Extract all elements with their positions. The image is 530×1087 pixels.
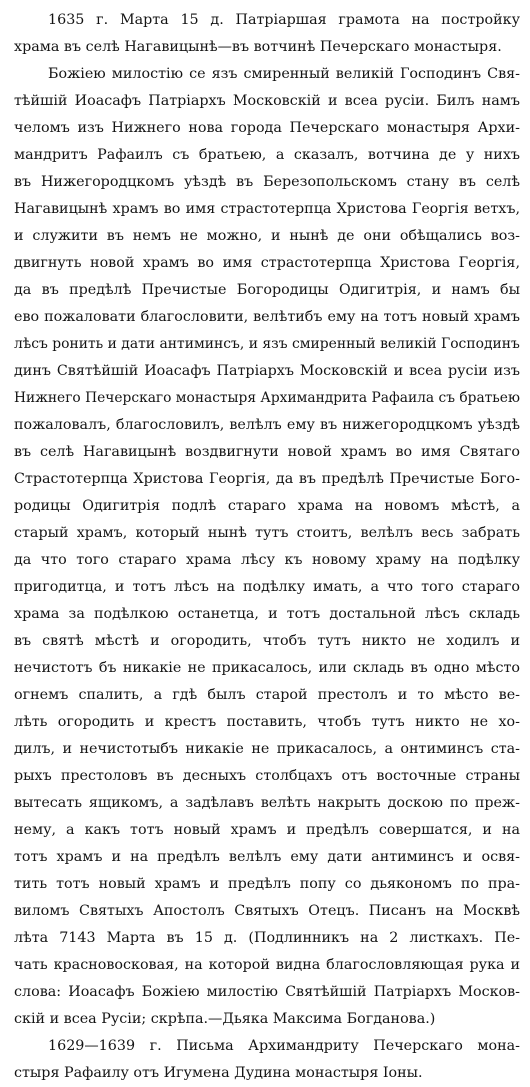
text-line: виломъ Святыхъ Апостолъ Святыхъ Отецъ. Писанъ на Москвѣ xyxy=(14,903,520,919)
text-line: Нижнего Печерскаго монастыря Архимандрита Рафаила съ братьею xyxy=(14,390,520,406)
text-line: двигнуть новой храмъ во имя страстотерпца Христова Георгія, xyxy=(14,255,520,271)
text-line: въ Нижегородцкомъ уѣздѣ въ Березопольскомъ стану въ селѣ xyxy=(14,174,520,190)
text-line: динъ Святѣйшій Иоасафъ Патріархъ Московскій и всеа русіи изъ xyxy=(14,363,520,379)
text-line: нему, а какъ тотъ новый храмъ и предѣлъ совершатся, и на xyxy=(14,822,520,838)
text-line: чать красновосковая, на которой видна благословляющая рука и xyxy=(14,957,520,973)
document-page xyxy=(14,7,520,1087)
text-line: рыхъ престоловъ въ десныхъ столбцахъ отъ восточные страны xyxy=(14,768,520,784)
text-line: 1635 г. Марта 15 д. Патріаршая грамота на постройку xyxy=(48,12,520,28)
text-line: скій и всеа Русіи; скрѣпа.—Дьяка Максима Богданова.) xyxy=(14,1011,436,1027)
text-line: Страстотерпца Христова Георгія, да въ предѣлѣ Пречистые Бого- xyxy=(14,471,520,487)
text-line: слова: Иоасафъ Божіею милостію Святѣйшій Патріархъ Москов- xyxy=(14,984,520,1000)
text-line: тить тотъ новый храмъ и предѣлъ попу со дьякономъ по пра- xyxy=(14,876,520,892)
text-line: лѣсъ ронить и дати антиминсъ, и язъ смиренный великій Господинъ xyxy=(14,336,520,352)
text-line: и служити въ немъ не можно, и нынѣ де они обѣщались воз- xyxy=(14,228,520,244)
text-line: тѣйшій Иоасафъ Патріархъ Московскій и всеа русіи. Билъ намъ xyxy=(14,93,520,109)
text-line: пригодитца, и тотъ лѣсъ на подѣлку имать, а что того стараго xyxy=(14,579,520,595)
text-line: стыря Рафаилу отъ Игумена Дудина монастыря Іоны. xyxy=(14,1065,423,1081)
text-line: храма въ селѣ Нагавицынѣ—въ вотчинѣ Печерскаго монастыря. xyxy=(14,39,502,55)
text-line: въ селѣ Нагавицынѣ воздвигнути новой храмъ во имя Святаго xyxy=(14,444,520,460)
text-line: храма за подѣлкою останетца, и тотъ достальной лѣсъ складь xyxy=(14,606,520,622)
text-line: челомъ изъ Нижнего нова города Печерскаго монастыря Архи- xyxy=(14,120,520,136)
text-line: огнемъ спалить, а гдѣ былъ старой престолъ и то мѣсто ве- xyxy=(14,687,520,703)
text-line: Божіею милостію се язъ смиренный великій Господинъ Свя- xyxy=(48,66,520,82)
text-line: Нагавицынѣ храмъ во имя страстотерпца Христова Георгія ветхъ, xyxy=(14,201,520,217)
text-line: старый храмъ, который нынѣ тутъ стоитъ, велѣлъ весь забрать xyxy=(14,525,520,541)
text-line: 1629—1639 г. Письма Архимандриту Печерскаго мона- xyxy=(48,1038,520,1054)
text-line: лѣта 7143 Марта въ 15 д. (Подлинникъ на 2 листкахъ. Пе- xyxy=(14,930,520,946)
text-line: родицы Одигитрія подлѣ стараго храма на новомъ мѣстѣ, а xyxy=(14,498,520,514)
text-line: вытесать ящикомъ, а задѣлавъ велѣть накрыть доскою по преж- xyxy=(14,795,520,811)
text-line: да что того стараго храма лѣсу къ новому храму на подѣлку xyxy=(14,552,520,568)
text-line: тотъ храмъ и на предѣлъ велѣлъ ему дати антиминсъ и освя- xyxy=(14,849,520,865)
text-line: да въ предѣлѣ Пречистые Богородицы Одигитрія, и намъ бы xyxy=(14,282,520,298)
text-line: ево пожаловати благословити, велѣтибъ ему на тотъ новый храмъ xyxy=(14,309,520,325)
text-line: дилъ, и нечистотыбъ никакіе не прикасалось, а онтиминсъ ста- xyxy=(14,741,520,757)
text-line: пожаловалъ, благословилъ, велѣлъ ему въ нижегородцкомъ уѣздѣ xyxy=(14,417,520,433)
text-line: мандритъ Рафаилъ съ братьею, а сказалъ, вотчина де у нихъ xyxy=(14,147,520,163)
text-line: лѣть огородить и крестъ поставить, чтобъ тутъ никто не хо- xyxy=(14,714,520,730)
text-line: нечистотъ бъ никакіе не прикасалось, или складь въ одно мѣсто xyxy=(14,660,520,676)
text-line: въ святѣ мѣстѣ и огородить, чтобъ тутъ никто не ходилъ и xyxy=(14,633,520,649)
